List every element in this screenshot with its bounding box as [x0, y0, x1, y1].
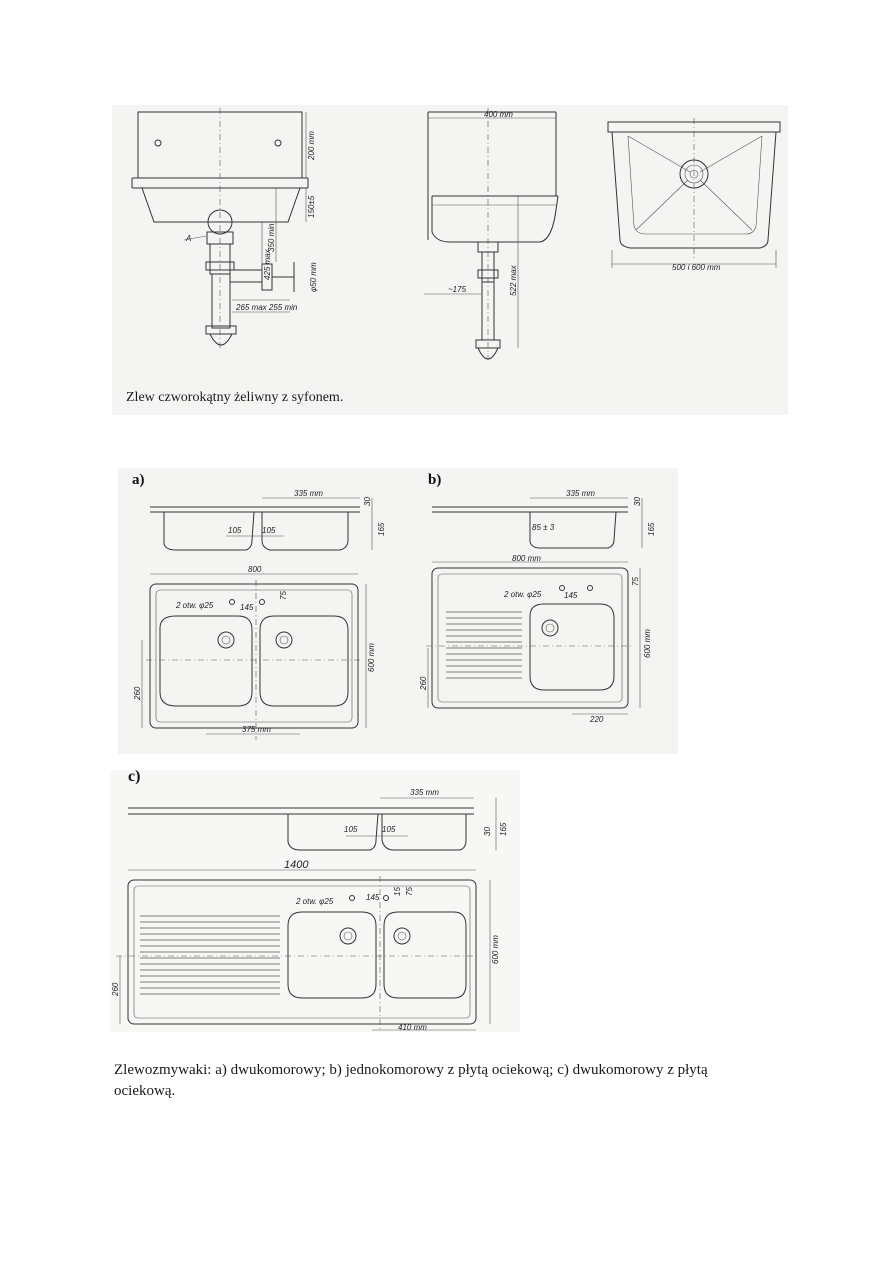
c-dim-600: 600 mm	[491, 935, 500, 964]
c-dim-1400: 1400	[284, 859, 309, 871]
marker-a: A	[186, 234, 192, 243]
b-drainer-grooves	[446, 612, 522, 678]
sink-b-plan	[426, 562, 640, 714]
a-dim-145: 145	[240, 603, 254, 612]
a-dim-165: 165	[377, 522, 386, 536]
a-dim-600: 600 mm	[367, 643, 376, 672]
a-dim-375: 375 mm	[242, 725, 271, 734]
sink-a-plan	[142, 574, 366, 740]
sink-a-section	[150, 498, 372, 550]
figure1-caption: Zlew czworokątny żeliwny z syfonem.	[126, 390, 344, 405]
dim-400: 400 mm	[484, 110, 513, 119]
sink-c-plan	[116, 870, 490, 1032]
a-dim-105a: 105	[228, 526, 242, 535]
dim-522: 522 max	[509, 265, 518, 296]
c-dim-30: 30	[483, 827, 492, 836]
b-dim-260: 260	[419, 676, 428, 690]
b-dim-220: 220	[590, 715, 604, 724]
b-dim-165: 165	[647, 522, 656, 536]
a-dim-105b: 105	[262, 526, 276, 535]
dim-265: 265 max 255 min	[236, 303, 298, 312]
c-dim-145: 145	[366, 893, 380, 902]
a-holes: 2 otw. φ25	[176, 601, 214, 610]
c-dim-410: 410 mm	[398, 1023, 427, 1032]
c-dim-335: 335 mm	[410, 788, 439, 797]
dim-150: 150±5	[307, 195, 316, 218]
figure2-caption: Zlewozmywaki: a) dwukomorowy; b) jednokomorowy z płytą ociekową; c) dwukomorowy z płytą ociekową.	[114, 1062, 708, 1099]
panel-label-b: b)	[428, 472, 442, 488]
b-dim-600: 600 mm	[643, 629, 652, 658]
c-dim-75: 75	[405, 887, 414, 896]
dim-500-600: 500 i 600 mm	[672, 263, 721, 272]
b-dim-145: 145	[564, 591, 578, 600]
c-dim-165: 165	[499, 822, 508, 836]
b-dim-335: 335 mm	[566, 489, 595, 498]
panel-label-c: c)	[128, 768, 141, 785]
c-dim-260: 260	[111, 982, 120, 996]
a-dim-335: 335 mm	[294, 489, 323, 498]
c-dim-105a: 105	[344, 825, 358, 834]
sink-front-view	[132, 108, 308, 350]
c-holes: 2 otw. φ25	[296, 897, 334, 906]
sink-c-section	[128, 798, 496, 850]
dim-350: 350 min	[267, 223, 276, 252]
b-dim-75: 75	[631, 577, 640, 586]
sink-top-view	[608, 118, 780, 268]
b-dim-30: 30	[633, 497, 642, 506]
dim-175: ~175	[448, 285, 467, 294]
dim-50: φ50 mm	[309, 262, 318, 292]
b-dim-85: 85 ± 3	[532, 523, 555, 532]
c-dim-105b: 105	[382, 825, 396, 834]
a-dim-260: 260	[133, 686, 142, 700]
dim-200: 200 mm	[307, 131, 316, 160]
c-dim-15: 15	[393, 887, 402, 896]
a-dim-30: 30	[363, 497, 372, 506]
a-dim-75: 75	[279, 591, 288, 600]
sink-side-view	[424, 108, 558, 360]
b-dim-800: 800 mm	[512, 554, 541, 563]
b-holes: 2 otw. φ25	[504, 590, 542, 599]
a-dim-800: 800	[248, 565, 262, 574]
panel-label-a: a)	[132, 472, 145, 488]
dim-425: 425 max	[263, 249, 272, 280]
c-drainer-grooves	[140, 916, 280, 994]
